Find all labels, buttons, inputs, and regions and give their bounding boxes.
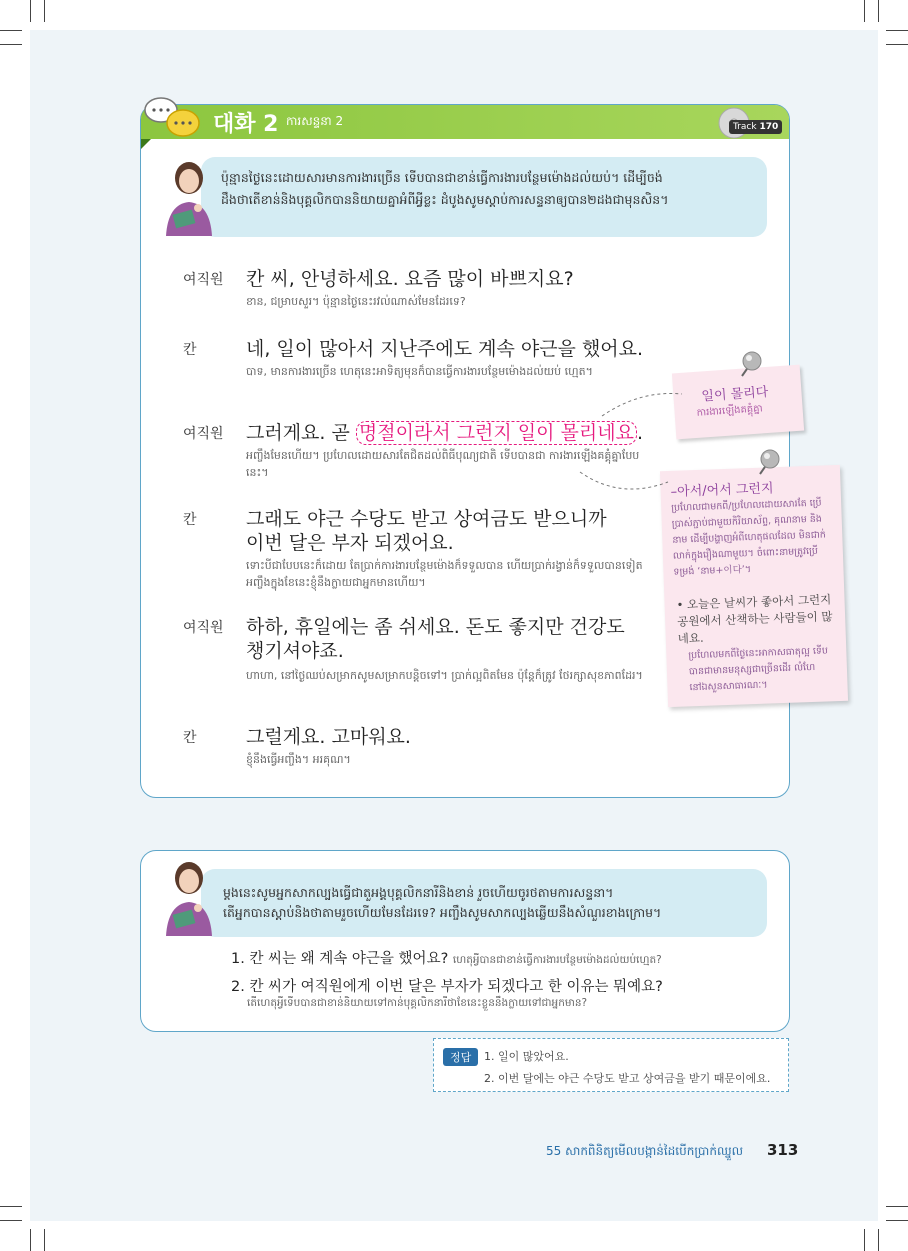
highlighted-phrase: 명절이라서 그런지 일이 몰리네요 <box>356 421 637 445</box>
question-2-translation: តើហេតុអ្វីទើបបានជាខាន់និយាយទៅកាន់បុគ្គលិកនារីថាខែនេះខ្លួននឹងក្លាយទៅជាអ្នកមាន? <box>247 997 588 1009</box>
grammar-example-translation: ប្រហែលមកពីថ្ងៃនេះអាកាសធាតុល្អ ទើបបានជាមានមនុស្សជាច្រើនដើរ លំហែនៅឯសួនសាធារណៈ។ <box>688 645 829 694</box>
speaker-label: 여직원 <box>183 620 224 636</box>
crop-mark <box>886 1206 908 1207</box>
speaker-label: 칸 <box>183 512 197 528</box>
khmer-translation: ខ្ញុំនឹងធ្វើអញ្ចឹង។ អរគុណ។ <box>246 753 351 766</box>
khmer-translation: ខាន, ជម្រាបសួរ។ ប៉ុន្មានថ្ងៃនេះរវល់ណាស់មែនដែរទេ? <box>246 295 466 308</box>
exercise-card <box>140 850 790 1032</box>
crop-mark <box>864 0 865 22</box>
dialogue-title: 대화 2 <box>213 112 279 137</box>
answer-box <box>433 1038 789 1092</box>
question-2-text: 2. 칸 씨가 여직원에게 이번 달은 부자가 되겠다고 한 이유는 뭐예요? <box>231 979 663 995</box>
crop-mark <box>0 44 22 45</box>
speech-bubbles-icon <box>143 96 201 142</box>
woman-avatar-icon <box>160 858 218 938</box>
speaker-label: 칸 <box>183 342 197 358</box>
instruction-line: តើអ្នកបានស្ដាប់និងថាតាមរួចហើយមែនដែរទេ? អញ្ចឹងសូមសាកល្បងឆ្លើយនឹងសំណួរខាងក្រោម។ <box>223 905 662 920</box>
question-1-text: 1. 칸 씨는 왜 계속 야근을 했어요? <box>231 951 449 967</box>
track-label: Track <box>733 122 757 132</box>
grammar-note <box>660 465 848 707</box>
grammar-note-body: ប្រហែលជាមកពី/ប្រហែលដោយសារតែ ប្រើប្រាស់ភ្ជាប់ជាមួយកិរិយាស័ព្ទ, គុណនាម និងនាម ដើម្បីបង្ហាញអំពីហេតុផលដែល មិនជាក់លាក់ក្នុងរឿងណាមួយ។ ចំពោះនាមត្រូវប្រើទម្រង់ ‘នាម+이다’។ <box>671 497 827 578</box>
crop-mark <box>886 1220 908 1221</box>
instruction-text <box>223 883 763 923</box>
crop-mark <box>30 0 31 22</box>
pushpin-icon <box>750 446 784 480</box>
pushpin-icon <box>732 348 766 382</box>
question-1-translation: ហេតុអ្វីបានជាខាន់ធ្វើការងារបន្ថែមម៉ោងដល់យប់ហ្មេត? <box>452 954 662 966</box>
instruction-line: ម្ដងនេះសូមអ្នកសាកល្បងធ្វើជាតួអង្គបុគ្គលិកនារីនិងខាន់ រួចហើយចូរថតាមការសន្ទនា។ <box>223 885 614 900</box>
korean-line-start: 그러게요. 곧 <box>246 422 356 444</box>
korean-line: 칸 씨, 안녕하세요. 요즘 많이 바쁘지요? <box>246 268 574 290</box>
korean-line: 네, 일이 많아서 지난주에도 계속 야근을 했어요. <box>246 338 644 360</box>
vocab-note-title: 일이 몰리다 <box>701 384 769 405</box>
crop-mark <box>30 1229 31 1251</box>
khmer-translation: ទោះបីជាបែបនេះក៏ដោយ តែប្រាក់ការងារបន្ថែមម៉ោងក៏ទទួលបាន ហើយប្រាក់រង្វាន់ក៏ទទួលបានទៀត អញ្ចឹងក្នុងខែនេះខ្ញុំនឹងក្លាយជាអ្នកមានហើយ។ <box>246 559 643 589</box>
khmer-translation: អញ្ចឹងមែនហើយ។ ប្រហែលដោយសារតែជិតដល់ពិធីបុណ្យជាតិ ទើបបានជា ការងារឡើងគគ្គុំគ្នាបែបនេះ។ <box>246 449 640 479</box>
grammar-note-title: –아서/어서 그런지 <box>670 481 774 500</box>
korean-line: 하하, 휴일에는 좀 쉬세요. 돈도 좋지만 건강도 챙기셔야죠. <box>246 616 625 662</box>
crop-mark <box>878 0 879 22</box>
note-connector <box>420 380 690 500</box>
question-2 <box>231 975 771 996</box>
khmer-translation: បាទ, មានការងារច្រើន ហេតុនេះអាទិត្យមុនក៏បានធ្វើការងារបន្ថែមម៉ោងដល់យប់ ហ្មេត។ <box>246 365 593 378</box>
crop-mark <box>886 30 908 31</box>
vocab-note-translation: ការងារឡើងគគ្គុំគ្នា <box>696 403 764 419</box>
intro-line: ប៉ុន្មានថ្ងៃនេះដោយសារមានការងារច្រើន ទើបបានជាខាន់ធ្វើការងារបន្ថែមម៉ោងដល់យប់។ ដើម្បីចង់ <box>221 170 663 185</box>
crop-mark <box>864 1229 865 1251</box>
answer-1: 1. 일이 많았어요. <box>484 1050 569 1063</box>
question-1 <box>231 947 771 969</box>
speaker-label: 여직원 <box>183 272 224 288</box>
lesson-footer: 55 សាកពិនិត្យមើលបង្កាន់ដៃបើកប្រាក់ឈ្នួល <box>546 1144 744 1158</box>
track-number: 170 <box>759 122 779 132</box>
crop-mark <box>0 1220 22 1221</box>
intro-box <box>201 157 767 237</box>
khmer-translation: ហាហា, នៅថ្ងៃឈប់សម្រាកសូមសម្រាកបន្តិចទៅ។ ប្រាក់ល្អពិតមែន ប៉ុន្តែក៏ត្រូវ ថែរក្សាសុខភាពដែរ។ <box>246 669 643 682</box>
instruction-box <box>201 869 767 937</box>
dialogue-header <box>141 105 789 139</box>
crop-mark <box>44 1229 45 1251</box>
grammar-example: • 오늘은 날씨가 좋아서 그런지 공원에서 산책하는 사람들이 많네요. <box>676 592 833 646</box>
track-badge[interactable] <box>729 120 782 134</box>
korean-line: 그럴게요. 고마워요. <box>246 726 411 748</box>
intro-line: ដឹងថាតើខាន់និងបុគ្គលិកបាននិយាយគ្នាអំពីអ្វីខ្លះ ដំបូងសូមស្ដាប់ការសន្ទនាឲ្យបាន២ដងជាមុនសិន។ <box>221 192 669 207</box>
intro-text <box>221 167 761 211</box>
speaker-label: 칸 <box>183 730 197 746</box>
korean-line: 그래도 야근 수당도 받고 상여금도 받으니까 이번 달은 부자 되겠어요. <box>246 508 607 554</box>
crop-mark <box>0 30 22 31</box>
answer-2: 2. 이번 달에는 야근 수당도 받고 상여금을 받기 때문이에요. <box>484 1072 771 1085</box>
crop-mark <box>44 0 45 22</box>
crop-mark <box>886 44 908 45</box>
woman-avatar-icon <box>160 158 218 238</box>
crop-mark <box>0 1206 22 1207</box>
page-number: 313 <box>767 1141 799 1159</box>
speaker-label: 여직원 <box>183 426 224 442</box>
korean-line-end: . <box>636 422 644 444</box>
dialogue-subtitle: ការសន្ទនា 2 <box>286 114 344 128</box>
answer-tag: 정답 <box>443 1048 478 1066</box>
crop-mark <box>878 1229 879 1251</box>
